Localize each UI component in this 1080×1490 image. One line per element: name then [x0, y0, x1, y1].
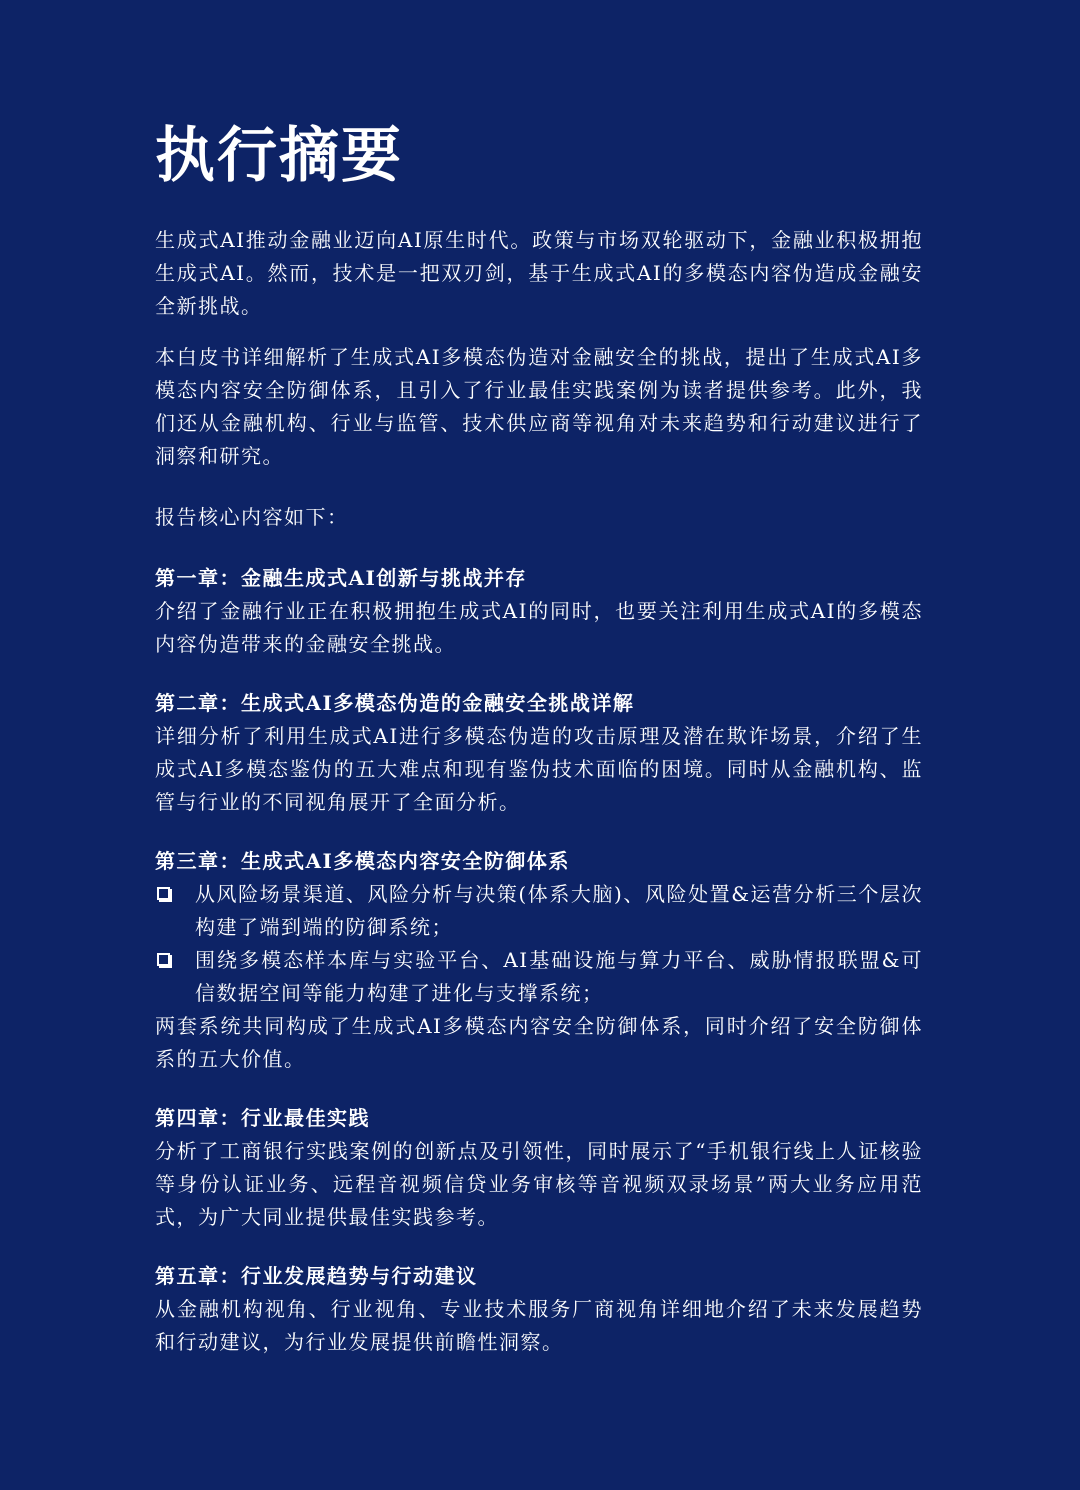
checkbox-bullet-icon	[157, 953, 170, 966]
list-item	[155, 944, 923, 1010]
intro-paragraph: 生成式AI推动金融业迈向AI原生时代。政策与市场双轮驱动下，金融业积极拥抱生成式AI。然而，技术是一把双刃剑，基于生成式AI的多模态内容伪造成金融安全新挑战。	[155, 228, 923, 318]
chapter-body: 介绍了金融行业正在积极拥抱生成式AI的同时，也要关注利用生成式AI的多模态内容伪造带来的金融安全挑战。	[155, 599, 923, 656]
chapter-heading: 第五章：行业发展趋势与行动建议	[155, 1264, 478, 1288]
chapter-body: 详细分析了利用生成式AI进行多模态伪造的攻击原理及潜在欺诈场景，介绍了生成式AI多模态鉴伪的五大难点和现有鉴伪技术面临的困境。同时从金融机构、监管与行业的不同视角展开了全面分析。	[155, 724, 923, 814]
chapter-body: 从金融机构视角、行业视角、专业技术服务厂商视角详细地介绍了未来发展趋势和行动建议，为行业发展提供前瞻性洞察。	[155, 1297, 923, 1354]
chapter-heading: 第四章：行业最佳实践	[155, 1106, 370, 1130]
bullet-text: 围绕多模态样本库与实验平台、AI基础设施与算力平台、威胁情报联盟&可信数据空间等能力构建了进化与支撑系统；	[195, 948, 923, 1005]
chapter-2	[155, 687, 923, 819]
list-item	[155, 878, 923, 944]
bullet-text: 从风险场景渠道、风险分析与决策(体系大脑)、风险处置&运营分析三个层次构建了端到端的防御系统；	[195, 882, 923, 939]
overview-paragraph: 本白皮书详细解析了生成式AI多模态伪造对金融安全的挑战，提出了生成式AI多模态内容安全防御体系，且引入了行业最佳实践案例为读者提供参考。此外，我们还从金融机构、行业与监管、技术供应商等视角对未来趋势和行动建议进行了洞察和研究。	[155, 345, 923, 468]
chapter-1	[155, 562, 923, 661]
checkbox-bullet-icon	[157, 887, 170, 900]
chapter-4	[155, 1102, 923, 1234]
chapter-heading: 第三章：生成式AI多模态内容安全防御体系	[155, 849, 570, 873]
chapter-body: 两套系统共同构成了生成式AI多模态内容安全防御体系，同时介绍了安全防御体系的五大价值。	[155, 1014, 923, 1071]
chapter-5	[155, 1260, 923, 1359]
chapter-bullet-list	[155, 878, 923, 1010]
executive-summary-page	[155, 120, 923, 1385]
core-content-label: 报告核心内容如下：	[155, 505, 349, 529]
chapter-heading: 第一章：金融生成式AI创新与挑战并存	[155, 566, 527, 590]
chapter-3	[155, 845, 923, 1076]
chapter-body: 分析了工商银行实践案例的创新点及引领性，同时展示了“手机银行线上人证核验等身份认证业务、远程音视频信贷业务审核等音视频双录场景”两大业务应用范式，为广大同业提供最佳实践参考。	[155, 1139, 923, 1229]
page-title: 执行摘要	[155, 121, 403, 191]
chapter-heading: 第二章：生成式AI多模态伪造的金融安全挑战详解	[155, 691, 635, 715]
